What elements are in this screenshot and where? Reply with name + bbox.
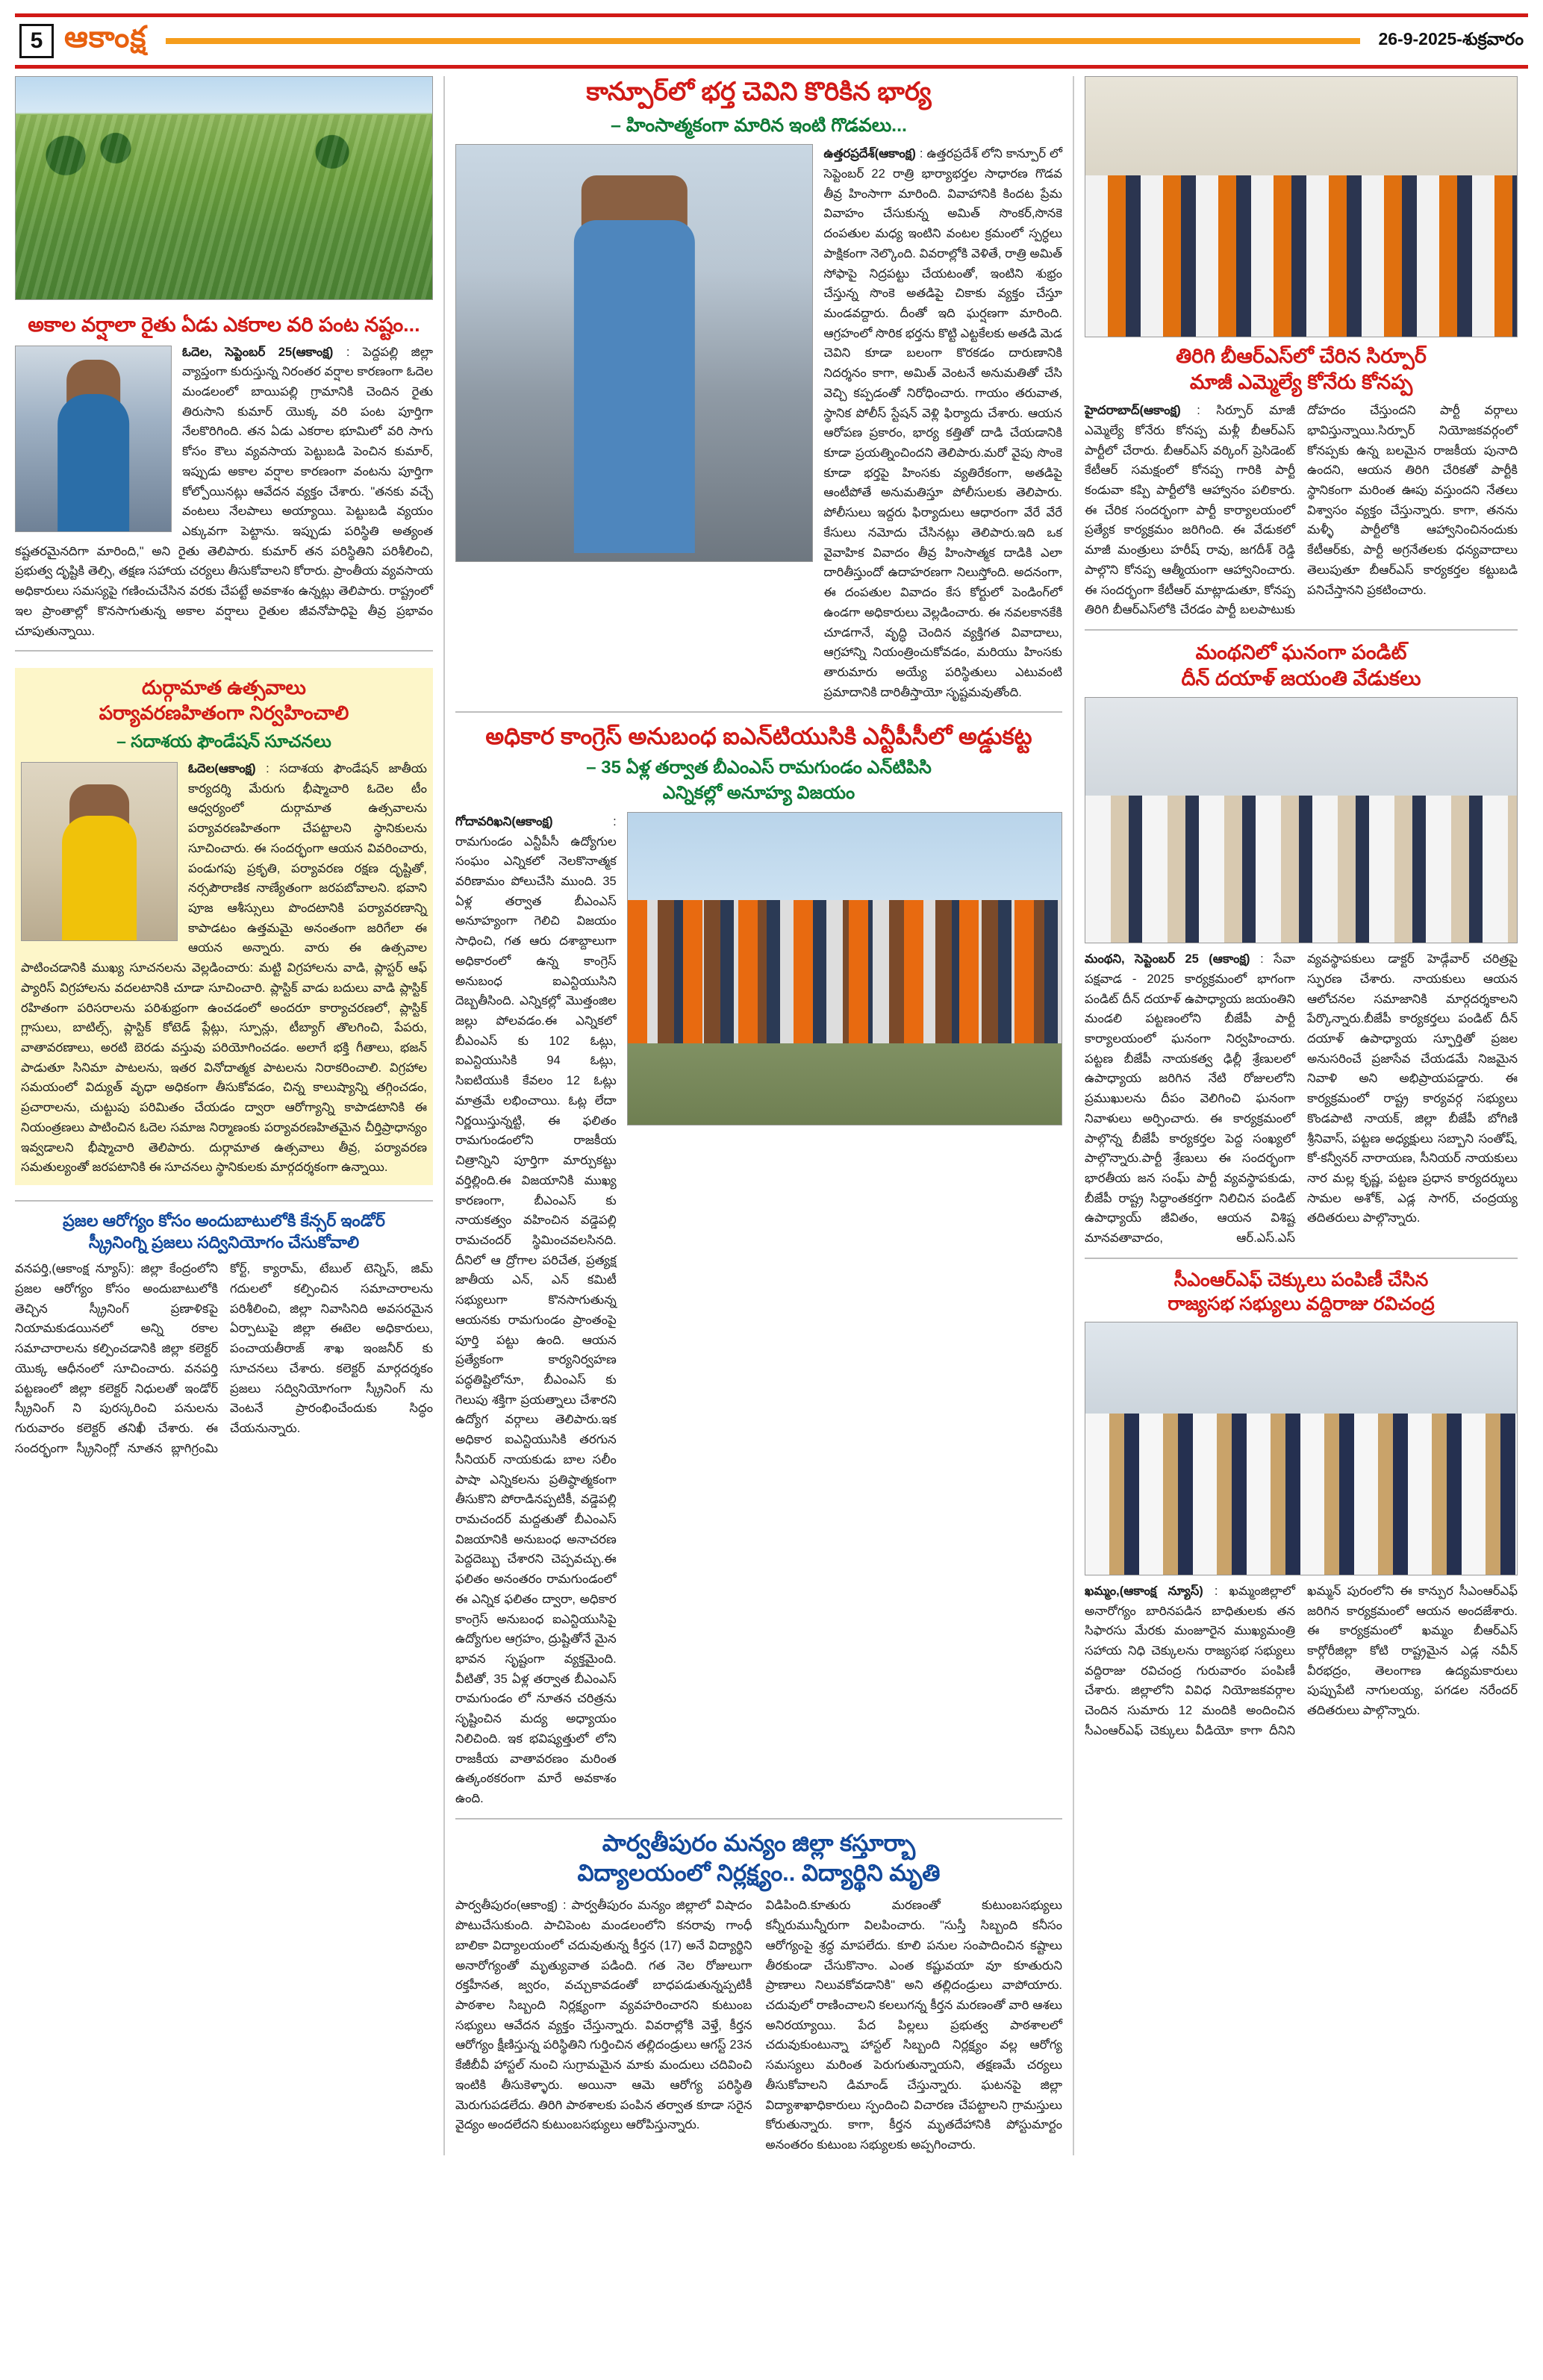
paddy-field-photo	[15, 76, 433, 300]
page-columns	[15, 76, 1528, 2155]
bjp-workers-portrait-photo	[1085, 697, 1518, 943]
article-cmrf-cheques	[1085, 1268, 1518, 1741]
article-cancer-screening	[15, 1211, 433, 1458]
article-body-deendayal: మంథని, సెప్టెంబర్ 25 (ఆకాంక్ష) : సేవా పక్షవాడ - 2025 కార్యక్రమంలో భాగంగా పండిట్ దీన్ దయాళ్ ఉపాధ్యాయ జయంతిని మండలి పట్టణంలోని బీజేపీ పార్టీ కార్యాలయంలో ఘనంగా నిర్వహించారు. పట్టణ బీజేపీ నాయకత్వ ఢిల్లీ శ్రేణులలో ఉపాధ్యాయ జరిగిన నేటి రోజులలోని ప్రముఖులను దీపం వెలిగించి ఘనంగా నివాళులు అర్పించారు. ఈ కార్యక్రమంలో పాల్గొన్న బీజేపీ కార్యకర్తల పెద్ద సంఖ్యలో పాల్గొన్నారు.పార్టీ శ్రేణులు ఈ సందర్భంగా భారతీయ జన సంఘ్ పార్టీ వ్యవస్థాపకుడు, బీజేపీ రాష్ట్ర సిద్ధాంతకర్తగా నిలిచిన పండిట్ ఉపాధ్యాయ్ జీవితం, ఆయన విశిష్ట మానవతావాదం, ఆర్.ఎస్.ఎస్ వ్యవస్థాపకులు డాక్టర్ హెడ్గేవార్ చరిత్రపై స్ఫురణ చేశారు. నాయకులు ఆయన ఆలోచనల సమాజానికి మార్గదర్శకాలని పేర్కొన్నారు.బీజేపీ కార్యకర్తలు పండిట్ దీన్ దయాళ్ ఉపాధ్యాయ స్ఫూర్తితో ప్రజల అనుసరించే ప్రజాసేవ చేయడమే నిజమైన నివాళి అని అభిప్రాయపడ్డారు. ఈ కార్యక్రమంలో రాష్ట్ర కార్యవర్గ సభ్యులు కొండపాటి నాయక్, జిల్లా బీజేపీ బోగిణి శ్రీనివాస్, పట్టణ అధ్యక్షులు సబ్బాని సంతోష్, కో-కన్వీనర్ నారాయణ, సీనియర్ నాయకులు నార మల్ల కృష్ణ, పట్టణ ప్రధాన కార్యదర్శులు సామల అశోక్, ఎడ్ల సాగర్, చంద్రయ్య తదితరులు పాల్గొన్నారు.	[1085, 952, 1518, 1246]
right-column	[1085, 76, 1518, 1741]
bms-rally-flags-photo	[627, 812, 1062, 1125]
page-number: 5	[19, 24, 54, 58]
foundation-leader-portrait	[21, 762, 178, 941]
article-deendayal-jayanti	[1085, 640, 1518, 1249]
article-body-cmrf: ఖమ్మం,(ఆకాంక్ష న్యూస్) : ఖమ్మంజిల్లాలో అనారోగ్యం బారినపడిన బాధితులకు తన సిఫారసు మేరకు మంజూరైన ముఖ్యమంత్రి సహాయ నిధి చెక్కులను రాజ్యసభ సభ్యులు వద్దిరాజు రవిచంద్ర గురువారం పంపిణీ చేశారు. జిల్లాలోని వివిధ నియోజకవర్గాల చెందిన సుమారు 12 మందికి అందించిన సీఎంఆర్ఎఫ్ చెక్కులు వీడియో కాగా దీనిని ఖమ్మన్ పురంలోని ఈ కాన్పుర సీఎంఆర్ఎఫ్ జరిగిన కార్యక్రమంలో ఆయన అందజేశారు. ఈ కార్యక్రమంలో ఖమ్మం బీఆర్ఎస్ కార్గోరీజిల్లా కోటి రాష్ట్రమైన ఎడ్ల నవీన్ వీరభద్రం, తెలంగాణ ఉద్యమకారులు పుప్పుపేటి నాగులయ్య, పగడల నరేందర్ తదితరులు పాల్గొన్నారు.	[1085, 1584, 1518, 1737]
article-konappa-brs	[1085, 343, 1518, 620]
headline-deendayal-2: దీన్ దయాళ్ జయంతి వేడుకలు	[1181, 666, 1421, 690]
headline-student-2: విద్యాలయంలో నిర్లక్ష్యం.. విద్యార్థిని మృతి	[577, 1860, 941, 1887]
dateline-crop-loss: ఓదెల, సెప్టెంబర్ 25(ఆకాంక్ష)	[182, 345, 334, 359]
article-body-cancer: వనపర్తి,(ఆకాంక్ష న్యూస్): జిల్లా కేంద్రంలోని ప్రజల ఆరోగ్యం కోసం అందుబాటులోకి తెచ్చిన స్క్రీనింగ్ ప్రణాళికపై నియామకుడయినలో అన్ని రకాల సమాచారాలను కల్పించడానికి జిల్లా కలెక్టర్ యొక్క ఆధీనంలో సూచించారు. వనపర్తి పట్టణంలో జిల్లా కలెక్టర్ నిధులతో ఇండోర్ స్క్రీనింగ్ ని పురస్కరించి పనులను గురువారం కలెక్టర్ తనిఖీ చేశారు. ఈ సందర్భంగా స్క్రీనింగ్లో నూతన బ్లాగిగ్రంమి కోర్ట్, క్యారామ్, టేబుల్ టెన్నిస్, జిమ్ గదులలో కల్పించిన సమాచారాలను పరిశీలించి, జిల్లా నివాసినిది అవసరమైన ఏర్పాటుపై జిల్లా ఈటెల అధికారులు, పంచాయతీరాజ్ శాఖ ఇంజనీర్ కు సూచనలు చేశారు. కలెక్టర్ మార్గదర్శకం ప్రజలు సద్వినియోగంగా స్క్రీనింగ్ ను వెంటనే ప్రారంభించేందుకు సిద్ధం చేయనున్నారు.	[15, 1262, 433, 1455]
headline-cancer-2: స్క్రీనింగ్ని ప్రజలు సద్వినియోగం చేసుకోవాలి	[88, 1232, 360, 1252]
masthead-date: 26-9-2025-శుక్రవారం	[1378, 28, 1524, 49]
article-body-student-col1: పార్వతీపురం(ఆకాంక్ష) : పార్వతీపురం మన్యం జిల్లాలో విషాదం పొటుచేసుకుంది. పాచిపెంట మండలంలోని కనరావు గాంధీ బాలికా విద్యాలయంలో చదువుతున్న కీర్తన (17) అనే విద్యార్థిని అనారోగ్యంతో మృత్యువాత పడింది. గత నెల రోజులుగా రక్తహీనత, జ్వరం, వచ్చుకావడంతో బాధపడుతున్నప్పటికీ పాఠశాల సిబ్బంది నిర్లక్ష్యంగా వ్యవహరించారని కుటుంబ సభ్యులు ఆవేదన వ్యక్తం చేస్తున్నారు. వివరాల్లోకి వెళ్తే, కీర్తన ఆరోగ్యం క్షీణిస్తున్న పరిస్థితిని గుర్తించిన తల్లిదండ్రులు ఆగస్ట్ 23న కేజీబీవీ హాస్టల్ నుంచి సుగ్రామమైన మాకు మందులు చదివించి ఇంటికి తీసుకెళ్ళారు. అయినా ఆమె ఆరోగ్య పరిస్థితి మెరుగుపడలేదు. తిరిగి పాఠశాలకు పంపిన తర్వాత కూడా సరైన వైద్యం అందలేదని కుటుంబసభ్యులు ఆరోపిస్తున్నారు.	[455, 1899, 752, 2132]
headline-durga-2: పర్యావరణహితంగా నిర్వహించాలి	[99, 701, 349, 724]
headline-konappa-1: తిరిగి బీఆర్ఎస్‌లో చేరిన సిర్పూర్	[1176, 345, 1427, 367]
article-body-ntpc-intro: గోదావరిఖని(ఆకాంక్ష) : రామగుండం ఎన్టీపీసీ ఉద్యోగుల సంఘం ఎన్నికలో నెలకొనాత్మక వరిణామం పోలుచేసి ముంది. 35 ఏళ్ల తర్వాత బీఎంఎస్ అనూహ్యంగా గెలిచి విజయం సాధించి, గత ఆరు దశాబ్దాలుగా అధికారంలో ఉన్న కాంగ్రెస్ అనుబంధ ఐఎన్టియుసిని దెబ్బతీసింది. ఎన్నికల్లో మొత్తంజిల జల్లు పోలవడం.ఈ ఎన్నికలో బీఎంఎస్ కు 102 ఓట్లు, ఐఎన్టియుసికి 94 ఓట్లు, సిఐటియుకి కేవలం 12 ఓట్లు మాత్రమే లభించాయి. ఓట్ల లేదా నిర్ణయిస్తున్నట్టి, ఈ ఫలితం రామగుండంలోని రాజకీయ చిత్రాన్నిని పూర్తిగా మార్పుకట్టు వర్తిల్లింది.ఈ విజయానికి ముఖ్య కారణంగా, బీఎంఎస్ కు నాయకత్వం వహించిన వడ్డెపల్లి రామచందర్ స్థిమించవలసినది. దీనిలో ఆ ద్రోగాల పరిచేత, ప్రత్యక్ష జాతీయ ఎన్, ఎన్ కమిటీ సభ్యులుగా కొనసాగుతున్న ఆయనకు రామగుండం ప్రాంతంపై పూర్తి పట్టు ఉంది. ఆయన ప్రత్యేకంగా కార్యనిర్వహణ పద్ధతిష్టిలోనూ, బీఎంఎస్ కు గెలుపు శక్తిగా ప్రయత్నాలు చేశారని ఉద్యోగ వర్గాలు తెలిపారు.ఇక అధికార ఐఎన్టియుసికి తరగున సీనియర్ నాయకుడు బాల సలీం పాషా ఎన్నికలను ప్రతిష్ఠాత్మకంగా తీసుకొని పోరాడినప్పటికీ, వడ్డెపల్లి రామచందర్ మద్దతుతో బీఎంఎస్ విజయానికి అనుబంధ అనాచరణ పెద్దదెబ్బు చేశారని చెప్పవచ్చు.ఈ ఫలితం అనంతరం రామగుండంలో ఈ ఎన్నిక ఫలితం ద్వారా, అధికార కాంగ్రెస్ అనుబంధ ఐఎన్టియుసిపై ఉద్యోగుల ఆగ్రహం, ద్రుష్టితోనే మైన భావన సృష్టంగా వ్యక్తమైంది. వీటితో, 35 ఏళ్ల తర్వాత బీఎంఎస్ రామగుండం లో నూతన చరిత్రను సృష్టించిన మద్య అధ్యాయం నిలిచింది. ఇక భవిష్యత్తులో లోని రాజకీయ వాతావరణం మరింత ఉత్కంఠకరంగా మారే అవకాశం ఉంది.	[455, 814, 617, 1806]
dateline-konappa: హైదరాబాద్(ఆకాంక్ష)	[1085, 404, 1181, 418]
dateline-durga: ఓదెల(ఆకాంక్ష)	[188, 761, 256, 775]
article-kanpur-assault	[455, 76, 1062, 702]
dateline-deendayal: మంథని, సెప్టెంబర్ 25 (ఆకాంక్ష)	[1085, 952, 1250, 966]
dateline-cmrf: ఖమ్మం,(ఆకాంక్ష న్యూస్)	[1085, 1584, 1203, 1598]
headline-deendayal-1: మంథనిలో ఘనంగా పండిట్	[1195, 641, 1407, 663]
masthead	[15, 13, 1528, 69]
cmrf-cheque-distribution-photo	[1085, 1322, 1518, 1575]
headline-student-1: పార్వతీపురం మన్యం జిల్లా కస్తూర్బా	[602, 1829, 916, 1856]
dateline-kanpur: ఉత్తరప్రదేశ్(ఆకాంక్ష)	[823, 147, 916, 161]
article-body-student-col2: విడిపింది.కూతురు మరణంతో కుటుంబసభ్యులు కన్నీరుమున్నీరుగా విలపించారు. "సుస్తీ సిబ్బంది కనీసం ఆరోగ్యంపై శ్రద్ధ మాపలేదు. కూలి పనుల సంపాదించిన కష్టాలు తీరకుండా చేసుకొనాం. ఎంత కష్టువయా వూ కూతురుని ప్రాణాలు నిలువకోవడానికి" అని తల్లిదండ్రులు వాపోయారు. చదువులో రాణించాలని కలలుగన్న కీర్తన మరణంతో వారి ఆశలు అనిరయ్యాయి. పేద పిల్లలు ప్రభుత్వ పాఠశాలలో చదువుకుంటున్నా హాస్టల్ సిబ్బంది నిర్లక్ష్యం వల్ల ఆరోగ్య సమస్యలు మరింత పెరుగుతున్నాయని, తక్షణమే చర్యలు తీసుకోవాలని డిమాండ్ చేస్తున్నారు. ఘటనపై జిల్లా విద్యాశాఖాధికారులు స్పందించి విచారణ చేపట్టాలని గ్రామస్తులు కోరుతున్నారు. కాగా, కీర్తన మృతదేహానికి పోస్టుమార్టం అనంతరం కుటుంబ సభ్యులకు అప్పగించారు.	[765, 1899, 1062, 2152]
article-body-kanpur-intro: ఉత్తరప్రదేశ్(ఆకాంక్ష) : ఉత్తరప్రదేశ్ లోని కాన్పూర్ లో సెప్టెంబర్ 22 రాత్రి భార్యాభర్తల సాధారణ గొడవ తీవ్ర హింసాగా మారింది. వివాహానికి కిందట ప్రేమ వివాహం చేసుకున్న అమిత్ సొంకర్,సొనకె దంపతుల మధ్య ఇంటిని వంటల క్రమంలో స్పర్ధలు పాక్షికంగా నెల్కొంది. వివరాల్లోకి వెళితే, రాత్రి అమిత్ సోఫాపై నిద్రపట్టు చేయటంతో, ఇంటిని శుభ్రం చేస్తున్న సొంకె అతడిపై చికాకు వ్యక్తం చేస్తూ మండవద్దారు. దీంతో ఇది ఘర్షణగా మారింది. ఆగ్రహంలో సొరిక భర్తను కొట్టి ఎట్టకేలకు అతడి మెడ చెవిని కూడా బలంగా కొరకడం దారుణానికి నిదర్శనం కాగా, అమిత్ వెంటనే అనుమతితో చేసి వెచ్చి కప్పడంతో నిరోధించారు. గాయం తరువాత, స్థానిక పోలీస్ స్టేషన్ వెళ్లి ఫిర్యాదు చేశారు. ఆయన ఆరోపణ ప్రకారం, భార్య కత్తితో దాడి చేయడానికి కూడా ప్రయత్నించిందని తెలిపారు.మరో వైపు సొంకె కూడా భర్తపై హింసకు వ్యతిరేకంగా, అతడిపై ఆంటీపోతే అనుమతిస్తూ పోలీసులకు తెలిపారు. పోలీసులు ఇద్దరు ఫిర్యాదులు ఆధారంగా వేరే వేరే కేసులు నమోదు చేసినట్లు తెలిపారు.ఇది ఒక వైవాహిక వివాదం తీవ్ర హింసాత్మక దాడికి ఎలా దారితీస్తుందో ఉదాహరణగా నిలుస్తోంది. అదనంగా, ఈ దంపతుల వివాదం కేస కోర్టులో పెండింగ్‌లో ఉండగా అధికారులు వెల్లడించారు. ఈ నవలకానకేకి చూడగానే, వృద్ధి చెందిన వ్యక్తిగత వివాదాలు, ఆగ్రహాన్ని నియంత్రించుకోవడం, మరియు హింసకు తారుమారు అయ్యే పరిస్థితులు ఎటువంటి ప్రమాదానికి దారితీస్తాయో సృష్టమవుతోంది.	[823, 147, 1062, 699]
headline-cmrf-2: రాజ్యసభ సభ్యులు వద్దిరాజు రవిచంద్ర	[1168, 1293, 1435, 1314]
article-student-death	[455, 1828, 1062, 2155]
dateline-ntpc: గోదావరిఖని(ఆకాంక్ష)	[455, 814, 553, 828]
middle-column	[443, 76, 1074, 2155]
headline-ntpc: అధికార కాంగ్రెస్ అనుబంధ ఐఎన్‌టియుసికి ఎన్టీపీసీలో అడ్డుకట్ట	[485, 723, 1032, 750]
headline-cancer-1: ప్రజల ఆరోగ్యం కోసం అందుబాటులోకి కేన్సర్ ఇండోర్	[63, 1211, 385, 1230]
husband-standing-street-photo	[455, 144, 813, 562]
newspaper-logo: ఆకాంక్ష	[64, 20, 147, 54]
subhead-durga: – సదాశయ ఫౌండేషన్ సూచనలు	[116, 731, 331, 751]
left-column	[15, 76, 433, 1458]
subhead-ntpc-2: ఎన్నికల్లో అనూహ్య విజయం	[662, 783, 855, 804]
headline-konappa-2: మాజీ ఎమ్మెల్యే కోనేరు కోనప్ప	[1189, 370, 1413, 393]
headline-cmrf-1: సీఎంఆర్ఎఫ్ చెక్కులు పంపిణీ చేసిన	[1173, 1269, 1429, 1290]
headline-kanpur: కాన్పూర్‌లో భర్త చెవిని కొరికిన భార్య	[586, 78, 932, 106]
article-durga-festival	[15, 668, 433, 1185]
headline-durga-1: దుర్గామాత ఉత్సవాలు	[142, 676, 306, 699]
article-ntpc-union	[455, 722, 1062, 1808]
subhead-ntpc-1: – 35 ఏళ్ల తర్వాత బీఎంఎస్ రామగుండం ఎన్‌టిపిసి	[586, 758, 932, 778]
brs-leaders-shawl-photo	[1085, 76, 1518, 337]
article-body-durga: ఓదెల(ఆకాంక్ష) : సదాశయ ఫౌండేషన్ జాతీయ కార్యదర్శి మేరుగు భీష్మాచారి ఓదెల టీం ఆధ్వర్యంలో దుర్గామాత ఉత్సవాలను పర్యావరణహితంగా చేపట్టాలని స్థానికులను సూచించారు. ఈ సందర్భంగా ఆయన వివరించారు, పండుగపు ప్రకృతి, పర్యావరణ రక్షణ దృష్టితో, నర్సపౌరాణిక నాణ్యేతంగా జరపబోవాలని. భవాని పూజ ఆశీస్సులు పొందటానికి పర్యావరణాన్ని కాపాడటం ఉత్తమమై అనంతంగా జరిగేలా ఈ ఆయన అన్నారు. వారు ఈ ఉత్సవాల పాటించడానికి ముఖ్య సూచనలను వెల్లడించారు: మట్టి విగ్రహాలను వాడి, ప్లాస్టర్ ఆఫ్ ప్యారిస్ విగ్రహాలను వదలటానికి చూడా సూచించారి. ప్లాస్టిక్ వాడు బదులు వాడి ప్లాస్టిక్ రహితంగా పరిసరాలను పరిశుభ్రంగా ఉంచడంలో అందరూ కార్యాచరణలో, ప్లాస్టిక్ గ్లాసులు, బాటిల్స్, ప్లాస్టిక్ కోటెడ్ ప్లేట్లు, స్పూన్లు, టీబ్యాగ్ తొలగించి, పేపరు, వాతావరణాలు, అరటి బెరడు వస్తువు పరియోగించడం. అలాగే భక్తి గీతాలు, భజన్ పాడుతూ సినిమా పాటలను, ఇతర వినోదాత్మక పాటలను నిరాకరించాలి. విగ్రహాల సమయంలో విద్యుత్ వృధా అధికంగా తీసుకోవడం, చిన్న కాలుష్యాన్ని తగ్గించడం, ప్రచారాలను, చుట్టుపు పరిమితం చేయడం ద్వారా ఆరోగ్యాన్ని కాపాడటానికి ఈ నియంత్రణలు పాటించిన ఓదెల సమాజ నిర్మాణంకు పర్యావరణహితమైన చీర్తిప్రాధాన్యం ఇవ్వడాలని భీష్మాచారి తెలిపారు. దుర్గామాత ఉత్సవాలు తీవ్ర, పర్యావరణ సమతుల్యంతో జరపటానికి ఈ సూచనలు స్థానికులకు మార్గదర్శకంగా ఉన్నాయి.	[21, 761, 427, 1175]
headline-crop-loss: అకాల వర్షాలా రైతు ఏడు ఎకరాల వరి పంట నష్టం...	[28, 313, 420, 336]
article-body-crop-loss: ఓదెల, సెప్టెంబర్ 25(ఆకాంక్ష) : పెద్దపల్లి జిల్లా వ్యాప్తంగా కురుస్తున్న నిరంతర వర్షాల కారణంగా ఓదెల మండలంలో బాయిపల్లి గ్రామానికి చెందిన రైతు తిరుసాని కుమార్ యొక్క వరి పంట పూర్తిగా నేలకొరిగింది. తన ఏడు ఎకరాల భూమిలో వరి సాగు కోసం కౌలు వ్యవసాయ పెట్టుబడి పెంచిన కుమార్, ఇప్పుడు అకాల వర్షాల కారణంగా వంటను పూర్తిగా కోల్పోయినట్లు ఆవేదన వ్యక్తం చేశారు. "తనకు వచ్చే వంటలు నేలపాలు అయ్యాయి. పెట్టుబడి వ్యయం ఎక్కువగా పెట్టాను. ఇప్పుడు పరిస్థితి అత్యంత కష్టతరమైనదిగా మారింది," అని రైతు తెలిపారు. కుమార్ తన పరిస్థితిని పరిశీలించి, ప్రభుత్వ దృష్టికి తెల్సి, తక్షణ సహాయ చర్యలు తీసుకోవాలని కోరారు. ప్రాంతీయ వ్యవసాయ అధికారులు సమస్యపై గణించుచేసిన వరకు చేపట్టే అవకాశం ఉన్నట్లు తెలిపారు. రాష్ట్రంలో ఇల ప్రాంతాల్లో కొనసాగుతున్న అకాల వర్షాలు రైతుల జీవనోపాధిపై తీవ్ర ప్రభావం చూపుతున్నాయి.	[15, 345, 433, 638]
masthead-rule	[166, 38, 1360, 44]
article-crop-loss	[15, 306, 433, 641]
article-body-konappa: హైదరాబాద్(ఆకాంక్ష) : సిర్పూర్ మాజీ ఎమ్మెల్యే కోనేరు కోనప్ప మళ్లీ బీఆర్ఎస్ పార్టీలో చేరారు. బీఆర్ఎస్ వర్కింగ్ ప్రెసిడెంట్ కేటీఆర్ సమక్షంలో కోనప్ప గారికి పార్టీ కండువా కప్పి పార్టీలోకి ఆహ్వానం పలికారు. ఈ చేరిక సందర్భంగా పార్టీ కార్యాలయంలో ప్రత్యేక కార్యక్రమం జరిగింది. ఈ వేడుకలో మాజీ మంత్రులు హరీష్ రావు, జగదీశ్ రెడ్డి పాల్గొని కోనప్ప ఆత్మీయంగా ఆహ్వానించారు. ఈ సందర్భంగా కేటీఆర్ మాట్లాడుతూ, కోనప్ప తిరిగి బీఆర్ఎస్‌లోకి చేరడం పార్టీ బలపాటుకు దోహదం చేస్తుందని పార్టీ వర్గాలు భావిస్తున్నాయి.సిర్పూర్ నియోజకవర్గంలో కోనప్పకు ఉన్న బలమైన రాజకీయ పునాది ఉందని, ఆయన తిరిగి చేరికతో పార్టీకి స్థానికంగా మరింత ఊపు వస్తుందని నేతలు విశ్వాసం వ్యక్తం చేస్తున్నారు. కాగా, తనను మళ్ళీ పార్టీలోకి ఆహ్వానించినందుకు కేటీఆర్‌కు, పార్టీ అగ్రనేతలకు ధన్యవాదాలు తెలుపుతూ బీఆర్ఎస్ కార్యకర్తల కట్టుబడి పనిచేస్తానని ప్రకటించారు.	[1085, 404, 1518, 617]
farmer-portrait-photo	[15, 346, 172, 532]
subhead-kanpur: – హింసాత్మకంగా మారిన ఇంటి గొడవలు...	[611, 114, 907, 136]
